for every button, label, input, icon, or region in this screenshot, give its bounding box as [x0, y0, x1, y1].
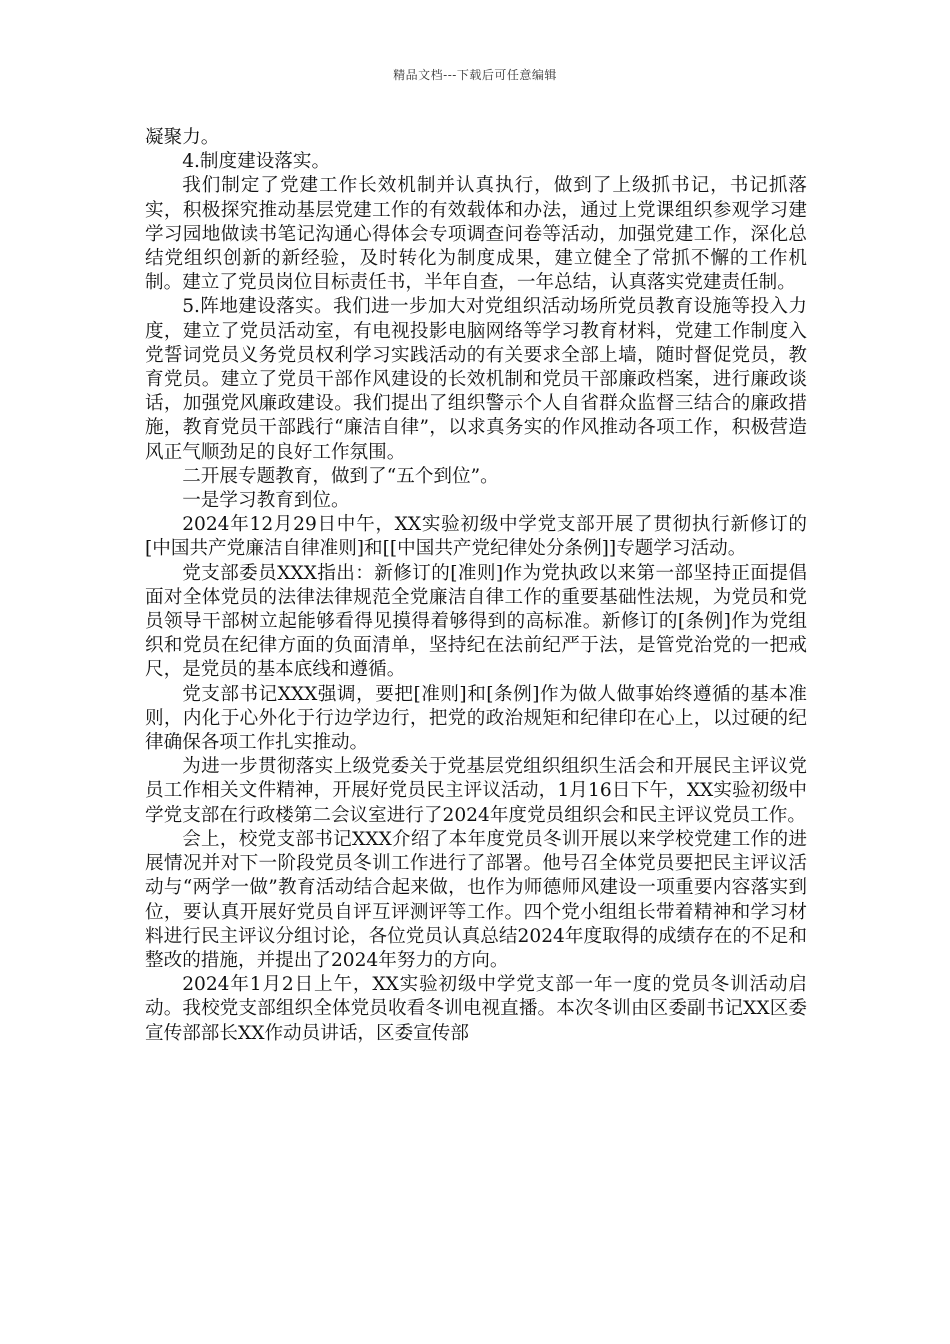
paragraph-continuation: 凝聚力。 — [145, 127, 220, 148]
section-heading-special-education: 二开展专题教育，做到了“五个到位”。 — [182, 465, 499, 487]
paragraph-study-activity: 2024年12月29日中午，XX实验初级中学党支部开展了贯彻执行新修订的[中国共产党廉洁自律准则]和[[中国共产党纪律处分条例]]专题学习活动。 — [145, 514, 807, 560]
paragraph-secretary-emphasis: 党支部书记XXX强调，要把[准则]和[条例]作为做人做事始终遵循的基本准则，内化于心外化于行边学边行，把党的政治规矩和纪律印在心上，以过硬的纪律确保各项工作扎实推动。 — [145, 683, 807, 754]
page-header: 精品文档---下载后可任意编辑 — [393, 68, 557, 82]
paragraph-democratic-review: 为进一步贯彻落实上级党委关于党基层党组织组织生活会和开展民主评议党员工作相关文件精神，开展好党员民主评议活动，1月16日下午，XX实验初级中学党支部在行政楼第二会议室进行了2024年度党员组织会和民主评议党员工作。 — [145, 756, 807, 826]
document-body — [145, 126, 807, 1046]
subheading-study-education: 一是学习教育到位。 — [182, 490, 350, 512]
section-heading-institution: 4.制度建设落实。 — [182, 151, 331, 173]
paragraph-meeting: 会上，校党支部书记XXX介绍了本年度党员冬训开展以来学校党建工作的进展情况并对下一阶段党员冬训工作进行了部署。他号召全体党员要把民主评议活动与“两学一做”教育活动结合起来做，也作为师德师风建设一项重要内容落实到位，要认真开展好党员自评互评测评等工作。四个党小组组长带着精神和学习材料进行民主评议分组讨论，各位党员认真总结2024年度取得的成绩存在的不足和整改的措施，并提出了2024年努力的方向。 — [145, 828, 807, 971]
paragraph-committee-member: 党支部委员XXX指出：新修订的[准则]作为党执政以来第一部坚持正面提倡面对全体党员的法律法律规范全党廉洁自律工作的重要基础性法规，为党员和党员领导干部树立起能够看得见摸得着够得到的高标准。新修订的[条例]作为党组织和党员在纪律方面的负面清单，坚持纪在法前纪严于法，是管党治党的一把戒尺，是党员的基本底线和遵循。 — [145, 562, 807, 681]
paragraph-winter-training: 2024年1月2日上午，XX实验初级中学党支部一年一度的党员冬训活动启动。我校党支部组织全体党员收看冬训电视直播。本次冬训由区委副书记XX区委宣传部部长XX作动员讲话，区委宣传部 — [145, 974, 807, 1044]
paragraph-institution: 我们制定了党建工作长效机制并认真执行，做到了上级抓书记，书记抓落实，积极探究推动基层党建工作的有效载体和办法，通过上党课组织参观学习建学习园地做读书笔记沟通心得体会专项调查问卷等活动，加强党建工作，深化总结党组织创新的新经验，及时转化为制度成果，建立健全了常抓不懈的工作机制。建立了党员岗位目标责任书，半年自查，一年总结，认真落实党建责任制。 — [145, 175, 807, 294]
paragraph-position-building: 5.阵地建设落实。我们进一步加大对党组织活动场所党员教育设施等投入力度，建立了党员活动室，有电视投影电脑网络等学习教育材料，党建工作制度入党誓词党员义务党员权利学习实践活动的有关要求全部上墙，随时督促党员，教育党员。建立了党员干部作风建设的长效机制和党员干部廉政档案，进行廉政谈话，加强党风廉政建设。我们提出了组织警示个人自省群众监督三结合的廉政措施，教育党员干部践行“廉洁自律”，以求真务实的作风推动各项工作，积极营造风正气顺劲足的良好工作氛围。 — [145, 296, 807, 463]
